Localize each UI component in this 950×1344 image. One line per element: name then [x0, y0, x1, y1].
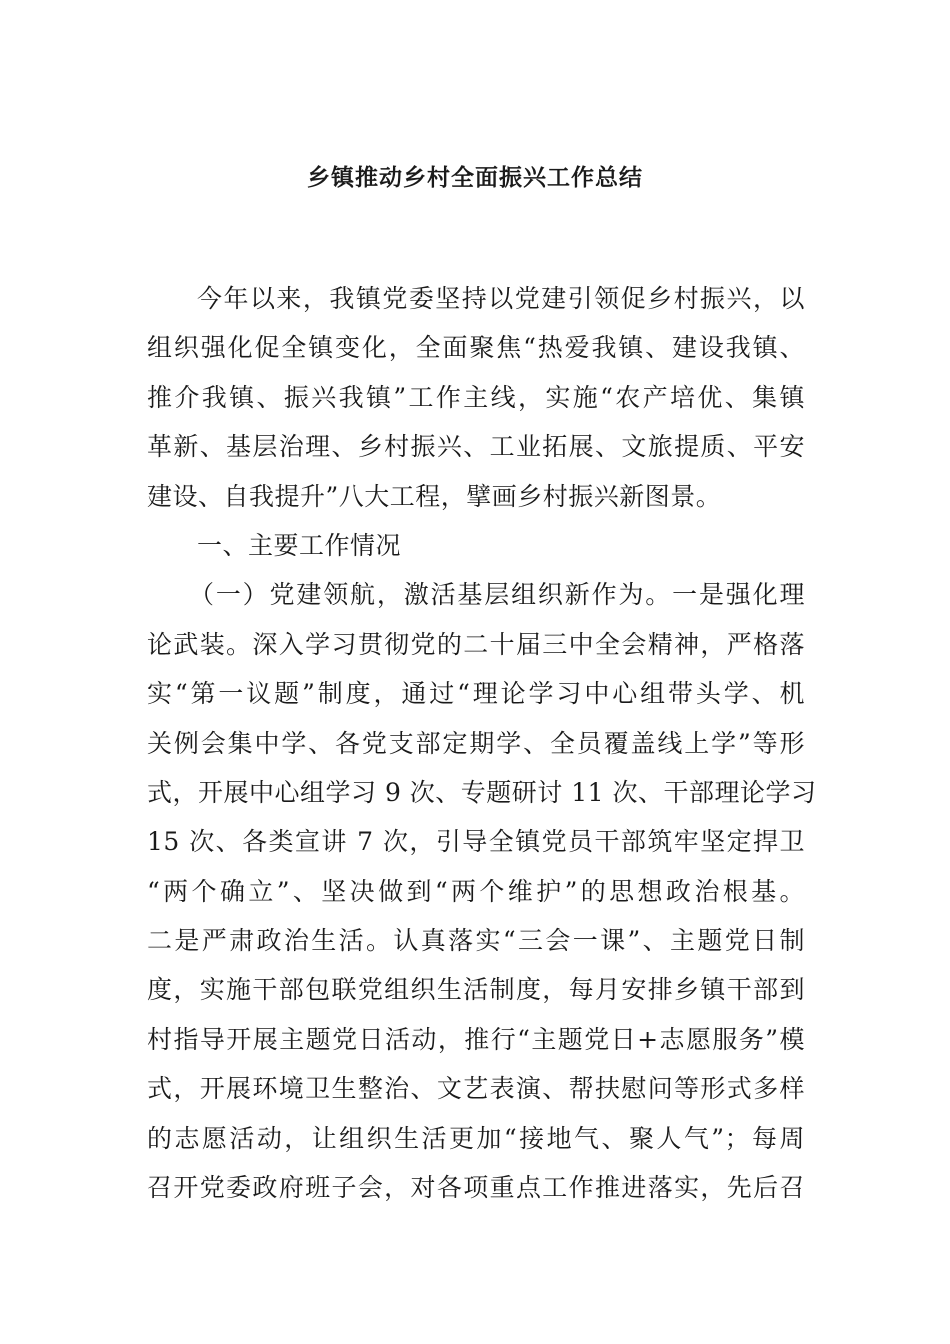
document-body [147, 274, 817, 1212]
text-line: 今年以来，我镇党委坚持以党建引领促乡村振兴，以 [197, 284, 805, 313]
text-line: 组织强化促全镇变化，全面聚焦“热爱我镇、建设我镇、 [147, 333, 805, 363]
text-line: 15 次、各类宣讲 7 次，引导全镇党员干部筑牢坚定捍卫 [147, 827, 805, 857]
text-line: 推介我镇、振兴我镇”工作主线，实施“农产培优、集镇 [147, 382, 805, 412]
section-heading: 一、主要工作情况 [197, 530, 402, 560]
text-line: “两个确立”、坚决做到“两个维护”的思想政治根基。 [147, 876, 805, 906]
text-line: 的志愿活动，让组织生活更加“接地气、聚人气”；每周 [147, 1123, 805, 1153]
document-title: 乡镇推动乡村全面振兴工作总结 [307, 165, 643, 191]
text-line: 式，开展中心组学习 9 次、专题研讨 11 次、干部理论学习 [147, 777, 817, 807]
text-line: 论武装。深入学习贯彻党的二十届三中全会精神，严格落 [147, 629, 805, 659]
text-line: 村指导开展主题党日活动，推行“主题党日+志愿服务”模 [147, 1024, 805, 1054]
text-line: 革新、基层治理、乡村振兴、工业拓展、文旅提质、平安 [147, 432, 805, 462]
text-line: 式，开展环境卫生整治、文艺表演、帮扶慰问等形式多样 [147, 1074, 805, 1104]
text-line: 建设、自我提升”八大工程，擘画乡村振兴新图景。 [147, 481, 722, 511]
text-line: 关例会集中学、各党支部定期学、全员覆盖线上学”等形 [147, 728, 805, 758]
text-line: （一）党建领航，激活基层组织新作为。一是强化理 [189, 580, 805, 610]
text-line: 实“第一议题”制度，通过“理论学习中心组带头学、机 [147, 679, 805, 709]
text-line: 召开党委政府班子会，对各项重点工作推进落实，先后召 [147, 1173, 805, 1203]
text-line: 二是严肃政治生活。认真落实“三会一课”、主题党日制 [147, 926, 805, 956]
text-line: 度，实施干部包联党组织生活制度，每月安排乡镇干部到 [147, 975, 805, 1005]
